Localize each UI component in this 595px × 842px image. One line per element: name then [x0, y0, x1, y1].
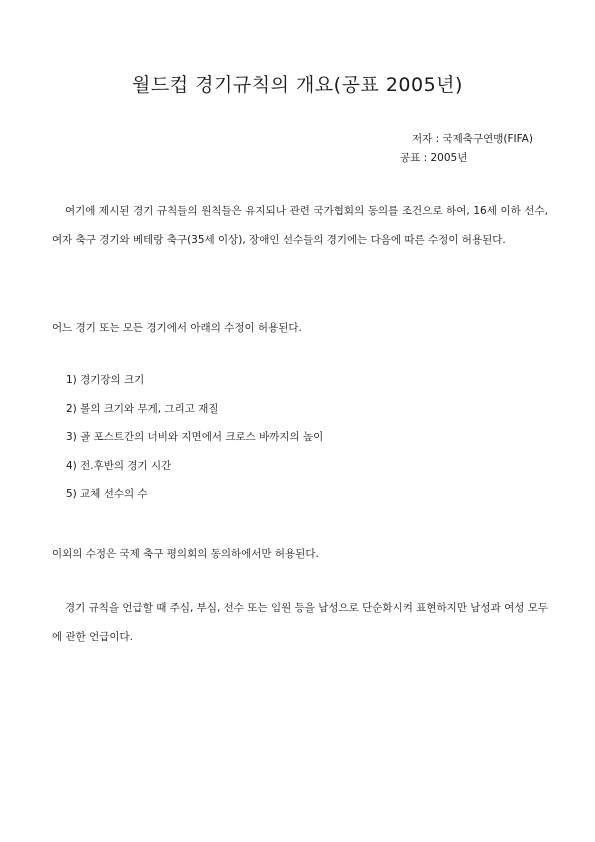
document-meta [400, 130, 533, 168]
author-line: 저자 : 국제축구연맹(FIFA) [412, 133, 533, 145]
other-modifications-paragraph: 이외의 수정은 국제 축구 평의회의 동의하에서만 허용된다. [52, 548, 319, 560]
page-title: 월드컵 경기규칙의 개요(공표 2005년) [132, 74, 463, 96]
list-item: 1) 경기장의 크기 [66, 374, 145, 386]
list-item: 2) 볼의 크기와 무게, 그리고 재질 [66, 402, 219, 415]
modifications-intro: 어느 경기 또는 모든 경기에서 아래의 수정이 허용된다. [52, 322, 302, 334]
list-item: 3) 골 포스트간의 너비와 지면에서 크로스 바까지의 높이 [66, 431, 324, 443]
gender-note-paragraph: 경기 규칙을 언급할 때 주심, 부심, 선수 또는 임원 등을 남성으로 단순화시켜 표현하지만 남성과 여성 모두에 관한 언급이다. [52, 602, 548, 643]
published-line: 공표 : 2005년 [400, 152, 468, 164]
intro-paragraph: 여기에 제시된 경기 규칙들의 원칙들은 유지되나 관련 국가협회의 동의를 조건으로 하여, 16세 이하 선수, 여자 축구 경기와 베테랑 축구(35세 이상), 장애인 선수들의 경기에는 다음에 따른 수정이 허용된다. [52, 205, 548, 246]
list-item: 4) 전.후반의 경기 시간 [66, 459, 172, 472]
modifications-list [66, 366, 323, 509]
list-item: 5) 교체 선수의 수 [66, 488, 148, 500]
